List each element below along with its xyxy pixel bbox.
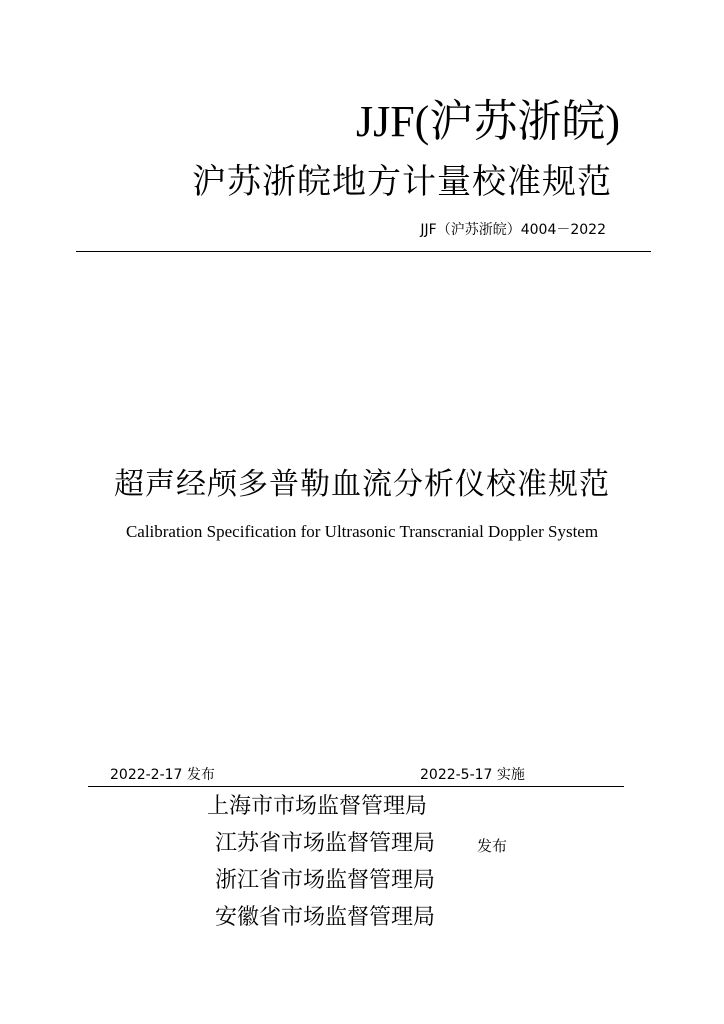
- bottom-divider: [88, 786, 624, 787]
- publish-label: 发布: [477, 837, 508, 855]
- document-subtitle-english: Calibration Specification for Ultrasonic Transcranial Doppler System: [125, 522, 599, 541]
- top-divider: [76, 251, 651, 252]
- regulation-code: JJF(沪苏浙皖): [355, 97, 620, 146]
- regulation-series-title: 沪苏浙皖地方计量校准规范: [192, 162, 612, 202]
- authority-jiangsu: 江苏省市场监督管理局: [215, 831, 436, 856]
- standard-number: JJF（沪苏浙皖）4004－2022: [420, 222, 606, 238]
- authority-shanghai: 上海市市场监督管理局: [207, 794, 428, 819]
- authority-anhui: 安徽省市场监督管理局: [215, 905, 436, 930]
- issue-date: 2022-2-17 发布: [110, 767, 215, 783]
- document-title: 超声经颅多普勒血流分析仪校准规范: [114, 467, 610, 502]
- effective-date: 2022-5-17 实施: [420, 767, 525, 783]
- authority-zhejiang: 浙江省市场监督管理局: [215, 868, 436, 893]
